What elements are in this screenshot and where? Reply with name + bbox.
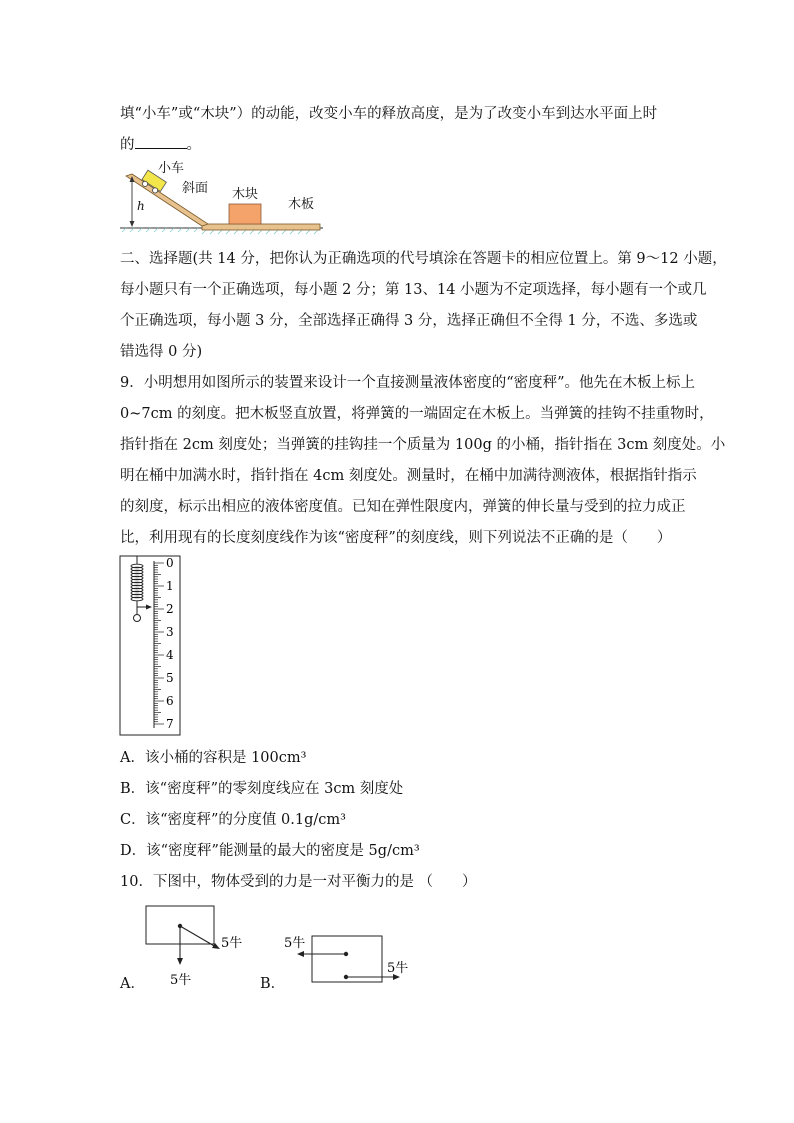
scale-number-1: 1 [166, 579, 174, 593]
scale-number-2: 2 [166, 602, 174, 616]
q8-line2-prefix: 的 [120, 137, 135, 153]
q9-stem-line4: 明在桶中加满水时，指针指在 4cm 刻度处。测量时，在桶中加满待测液体，根据指针指示 [120, 468, 697, 484]
scale-number-4: 4 [166, 648, 174, 662]
q9-option-b: B．该“密度秤”的零刻度线应在 3cm 刻度处 [120, 781, 404, 797]
q9-stem-line5: 的刻度，标示出相应的液体密度值。已知在弹性限度内，弹簧的伸长量与受到的拉力成正 [120, 499, 686, 515]
q10-option-a-figure [140, 902, 250, 994]
wood-board [202, 224, 320, 230]
q10-option-a-label: A． [120, 976, 145, 992]
wood-block [229, 204, 261, 224]
car-label: 小车 [158, 161, 185, 176]
hook-ring [134, 615, 141, 622]
q10-option-b-figure [280, 930, 420, 990]
q9-spring-scale-figure [118, 555, 184, 737]
q9-stem-line6: 比，利用现有的长度刻度线作为该“密度秤”的刻度线，则下列说法不正确的是（ ） [120, 530, 672, 546]
section2-line1: 二、选择题(共 14 分，把你认为正确选项的代号填涂在答题卡的相应位置上。第 9～12 小题， [120, 251, 727, 267]
force-label-a1: 5牛 [221, 936, 243, 951]
scale-number-5: 5 [166, 671, 174, 685]
force-label-a2: 5牛 [170, 973, 192, 988]
force-label-b2: 5牛 [387, 961, 409, 976]
q8-answer-blank [135, 134, 187, 149]
q8-text-line1: 填“小车”或“木块”）的动能，改变小车的释放高度，是为了改变小车到达水平面上时 [120, 106, 658, 122]
scale-number-0: 0 [166, 556, 174, 570]
q8-line2-suffix: 。 [186, 137, 201, 153]
section2-line2: 每小题只有一个正确选项，每小题 2 分；第 13、14 小题为不定项选择，每小题有一个或几 [120, 282, 707, 298]
scale-number-3: 3 [166, 625, 174, 639]
q8-incline-figure [118, 158, 328, 240]
scale-number-6: 6 [166, 694, 174, 708]
force-label-b1: 5牛 [284, 936, 306, 951]
q9-stem-line3: 指针指在 2cm 刻度处；当弹簧的挂钩挂一个质量为 100g 的小桶，指针指在 3cm 刻度处。小 [120, 437, 726, 453]
q9-option-d: D．该“密度秤”能测量的最大的密度是 5g/cm³ [120, 843, 420, 859]
q8-text-line2 [120, 134, 201, 155]
q9-stem-line2: 0~7cm 的刻度。把木板竖直放置，将弹簧的一端固定在木板上。当弹簧的挂钩不挂重物时， [120, 406, 714, 422]
block-label: 木块 [232, 187, 259, 202]
q10-option-b-label: B． [260, 976, 286, 992]
slope-label: 斜面 [182, 181, 209, 196]
height-label: h [137, 199, 145, 213]
q9-option-a: A．该小桶的容积是 100cm³ [120, 750, 307, 766]
q9-option-c: C．该“密度秤”的分度值 0.1g/cm³ [120, 812, 346, 828]
board-label: 木板 [288, 197, 315, 212]
section2-line4: 错选得 0 分) [120, 344, 203, 360]
q9-stem-line1: 9．小明想用如图所示的装置来设计一个直接测量液体密度的“密度秤”。他先在木板上标上 [120, 375, 696, 391]
section2-line3: 个正确选项，每小题 3 分，全部选择正确得 3 分，选择正确但不全得 1 分，不选、多选或 [120, 313, 698, 329]
scale-number-7: 7 [166, 717, 174, 731]
q10-stem: 10．下图中，物体受到的力是一对平衡力的是 （ ） [120, 874, 477, 890]
